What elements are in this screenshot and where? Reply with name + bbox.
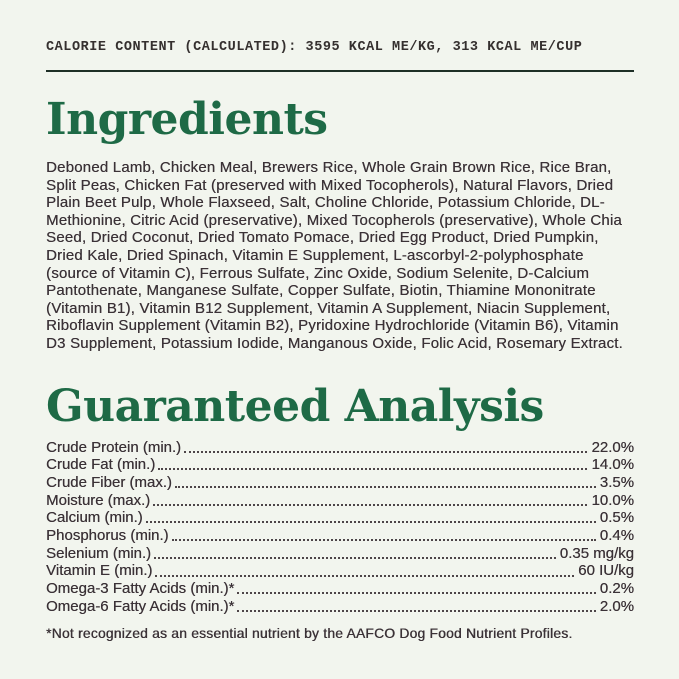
table-row xyxy=(46,492,634,510)
dot-leader xyxy=(175,486,596,488)
aafco-footnote: *Not recognized as an essential nutrient by the AAFCO Dog Food Nutrient Profiles. xyxy=(46,626,573,642)
header-divider xyxy=(46,70,634,72)
table-row xyxy=(46,580,634,598)
nutrient-label: Crude Fiber (max.) xyxy=(46,473,172,491)
nutrient-value: 3.5% xyxy=(599,473,634,491)
nutrient-value: 14.0% xyxy=(591,456,634,474)
nutrient-value: 0.5% xyxy=(599,509,634,527)
nutrient-label: Crude Protein (min.) xyxy=(46,438,182,456)
dot-leader xyxy=(155,575,574,577)
dot-leader xyxy=(158,468,587,470)
nutrient-label: Phosphorus (min.) xyxy=(46,526,169,544)
dot-leader xyxy=(154,557,556,559)
nutrient-label: Selenium (min.) xyxy=(46,544,152,562)
nutrient-label: Crude Fat (min.) xyxy=(46,456,156,474)
table-row xyxy=(46,439,634,457)
table-row xyxy=(46,545,634,563)
table-row xyxy=(46,456,634,474)
table-row xyxy=(46,598,634,616)
nutrient-value: 10.0% xyxy=(591,491,634,509)
nutrient-label: Moisture (max.) xyxy=(46,491,151,509)
nutrient-value: 60 IU/kg xyxy=(578,562,634,580)
dot-leader xyxy=(184,451,587,453)
nutrient-value: 2.0% xyxy=(599,597,634,615)
table-row xyxy=(46,527,634,545)
dot-leader xyxy=(237,610,595,612)
calorie-content-statement: CALORIE CONTENT (CALCULATED): 3595 KCAL ME/KG, 313 KCAL ME/CUP xyxy=(46,40,583,55)
guaranteed-analysis-title: Guaranteed Analysis xyxy=(46,380,544,432)
ingredients-list-text: Deboned Lamb, Chicken Meal, Brewers Rice, Whole Grain Brown Rice, Rice Bran, Split Peas, Chicken Fat (preserved with Mixed Tocopherols), Natural Flavors, Dried Plain Beet Pulp, Whole Flaxseed, Salt, Choline Chloride, Potassium Chloride, DL-Methionine, Citric Acid (preservative), Mixed Tocopherols (preservative), Whole Chia Seed, Dried Coconut, Dried Tomato Pomace, Dried Egg Product, Dried Pumpkin, Dried Kale, Dried Spinach, Vitamin E Supplement, L-ascorbyl-2-polyphosphate (source of Vitamin C), Ferrous Sulfate, Zinc Oxide, Sodium Selenite, D-Calcium Pantothenate, Manganese Sulfate, Copper Sulfate, Biotin, Thiamine Mononitrate (Vitamin B1), Vitamin B12 Supplement, Vitamin A Supplement, Niacin Supplement, Riboflavin Supplement (Vitamin B2), Pyridoxine Hydrochloride (Vitamin B6), Vitamin D3 Supplement, Potassium Iodide, Manganous Oxide, Folic Acid, Rosemary Extract. xyxy=(46,159,623,352)
nutrient-value: 0.2% xyxy=(599,580,634,598)
table-row xyxy=(46,509,634,527)
table-row xyxy=(46,474,634,492)
nutrient-value: 0.4% xyxy=(599,526,634,544)
nutrient-value: 0.35 mg/kg xyxy=(559,544,634,562)
dot-leader xyxy=(172,539,596,541)
nutrient-value: 22.0% xyxy=(591,438,634,456)
nutrient-label: Omega-3 Fatty Acids (min.)* xyxy=(46,580,235,598)
guaranteed-analysis-table xyxy=(46,439,634,616)
nutrient-label: Calcium (min.) xyxy=(46,509,143,527)
nutrient-label: Omega-6 Fatty Acids (min.)* xyxy=(46,597,235,615)
table-row xyxy=(46,562,634,580)
nutrient-label: Vitamin E (min.) xyxy=(46,562,153,580)
dot-leader xyxy=(237,592,595,594)
dot-leader xyxy=(146,521,596,523)
dot-leader xyxy=(153,504,587,506)
ingredients-title: Ingredients xyxy=(46,94,328,145)
